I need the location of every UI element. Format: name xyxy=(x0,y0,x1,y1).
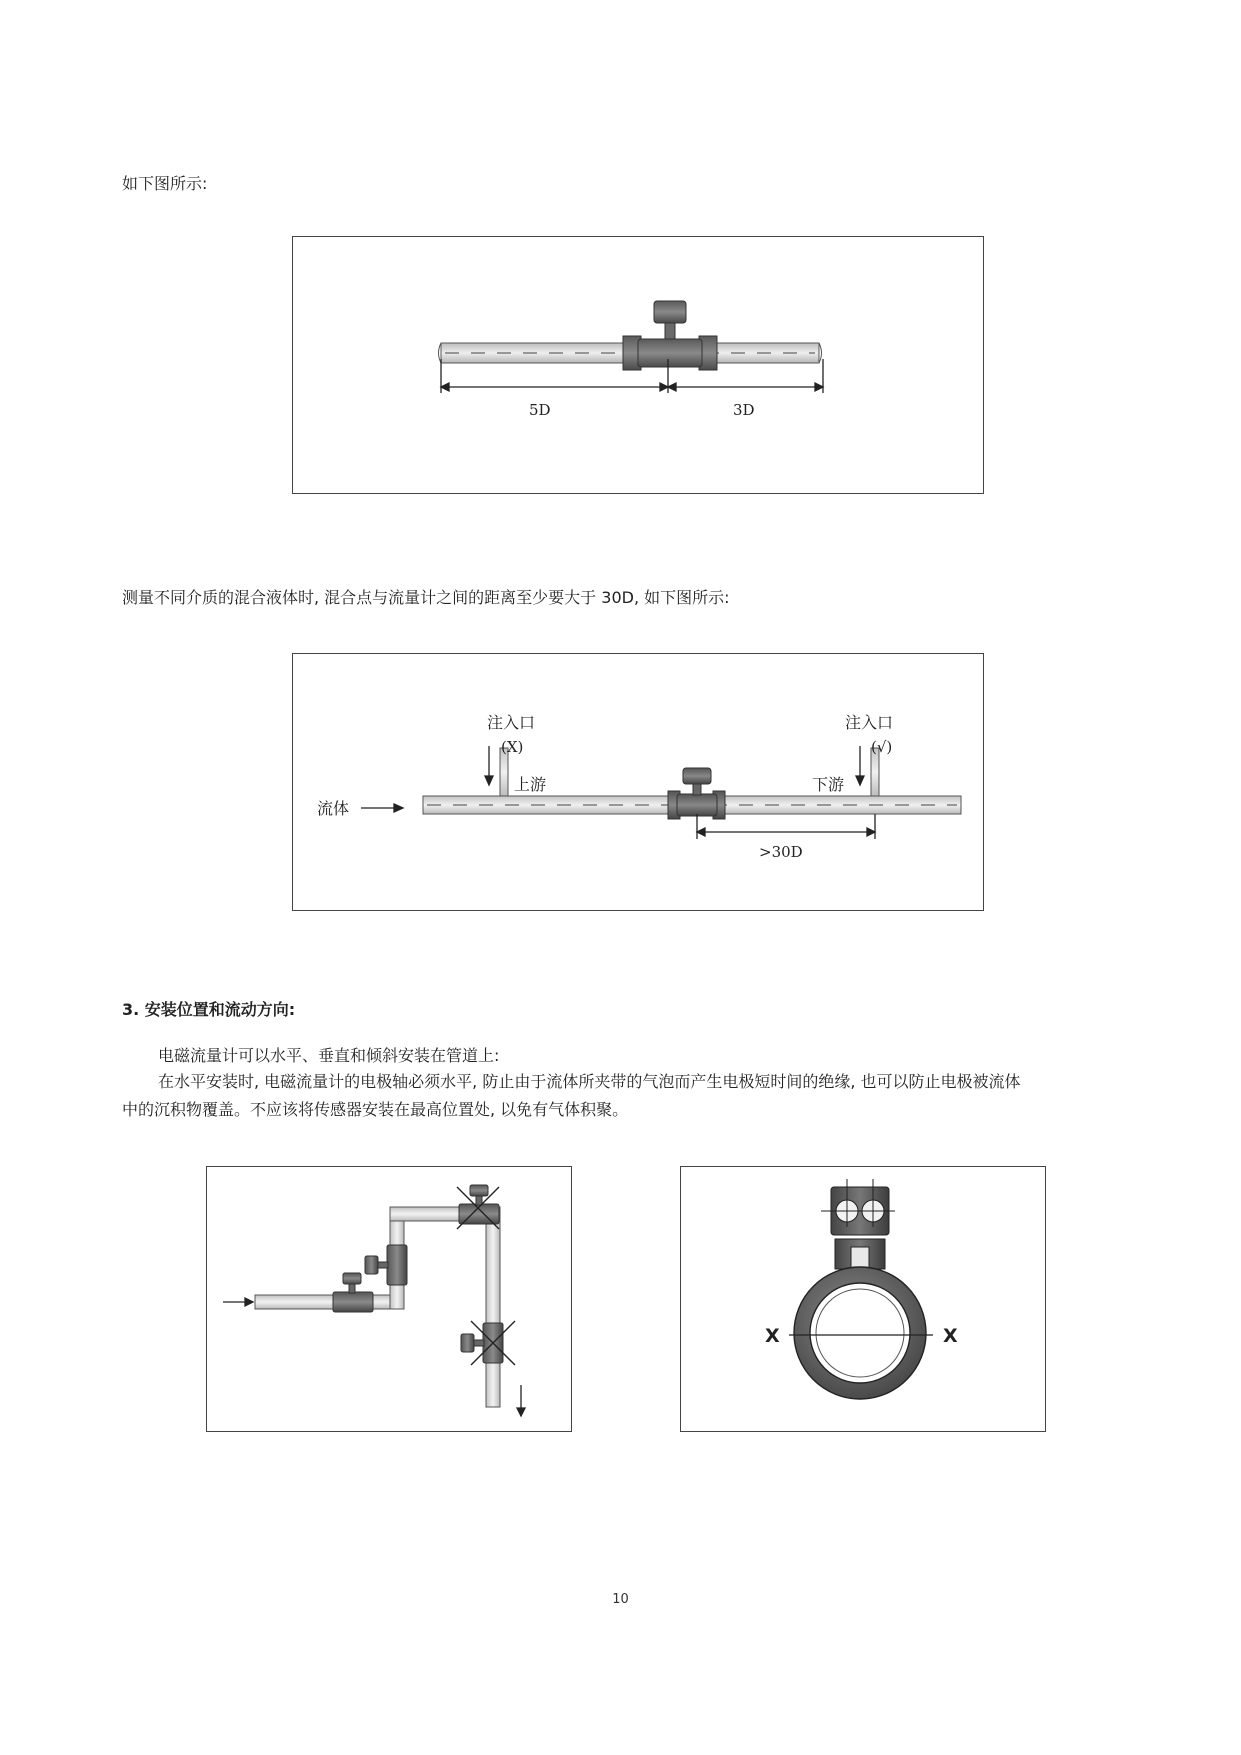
inlet-right-label: 注入口 xyxy=(845,713,894,732)
inlet-left-label: 注入口 xyxy=(487,713,536,732)
section-line-1: 电磁流量计可以水平、垂直和倾斜安装在管道上: xyxy=(158,1046,500,1065)
injection-arrow-left xyxy=(485,746,493,785)
page-number: 10 xyxy=(612,1592,629,1607)
pipe-route xyxy=(255,1207,500,1407)
flowmeter xyxy=(623,301,717,370)
section-heading: 3. 安装位置和流动方向: xyxy=(122,1000,296,1019)
flowmeter xyxy=(668,768,725,819)
upstream-label: 上游 xyxy=(514,775,547,794)
dimension-3d-label: 3D xyxy=(733,401,755,419)
meter-vertical-ok xyxy=(365,1245,407,1285)
intro-text: 如下图所示: xyxy=(122,174,208,193)
mixing-distance-figure xyxy=(292,653,984,911)
meter-top-wrong xyxy=(457,1185,499,1229)
downstream-label: 下游 xyxy=(812,775,845,794)
injection-arrow-right xyxy=(856,746,864,785)
distance-label: >30D xyxy=(759,843,803,861)
meter-body-front xyxy=(794,1179,926,1399)
meter-vertical-wrong xyxy=(461,1321,515,1365)
straight-pipe-figure xyxy=(292,236,984,494)
section-line-2: 在水平安装时, 电磁流量计的电极轴必须水平, 防止由于流体所夹带的气泡而产生电极短时间的绝缘, 也可以防止电极被流体 xyxy=(158,1072,1021,1091)
meter-horizontal-ok xyxy=(333,1273,373,1312)
electrode-axis-label-right: X xyxy=(943,1325,958,1347)
flow-arrow xyxy=(361,804,403,812)
inlet-right-mark: (√) xyxy=(871,738,893,756)
flow-arrow-out xyxy=(517,1385,525,1416)
inlet-left-mark: (X) xyxy=(501,738,524,756)
electrode-axis-figure xyxy=(680,1166,1046,1432)
mixing-text: 测量不同介质的混合液体时, 混合点与流量计之间的距离至少要大于 30D, 如下图所示: xyxy=(122,588,730,607)
installation-positions-figure xyxy=(206,1166,572,1432)
dimension-5d-label: 5D xyxy=(529,401,551,419)
flow-arrow-in xyxy=(223,1298,253,1306)
section-line-3: 中的沉积物覆盖。不应该将传感器安装在最高位置处, 以免有气体积聚。 xyxy=(122,1100,629,1119)
fluid-label: 流体 xyxy=(317,799,350,818)
electrode-axis-label-left: X xyxy=(765,1325,780,1347)
